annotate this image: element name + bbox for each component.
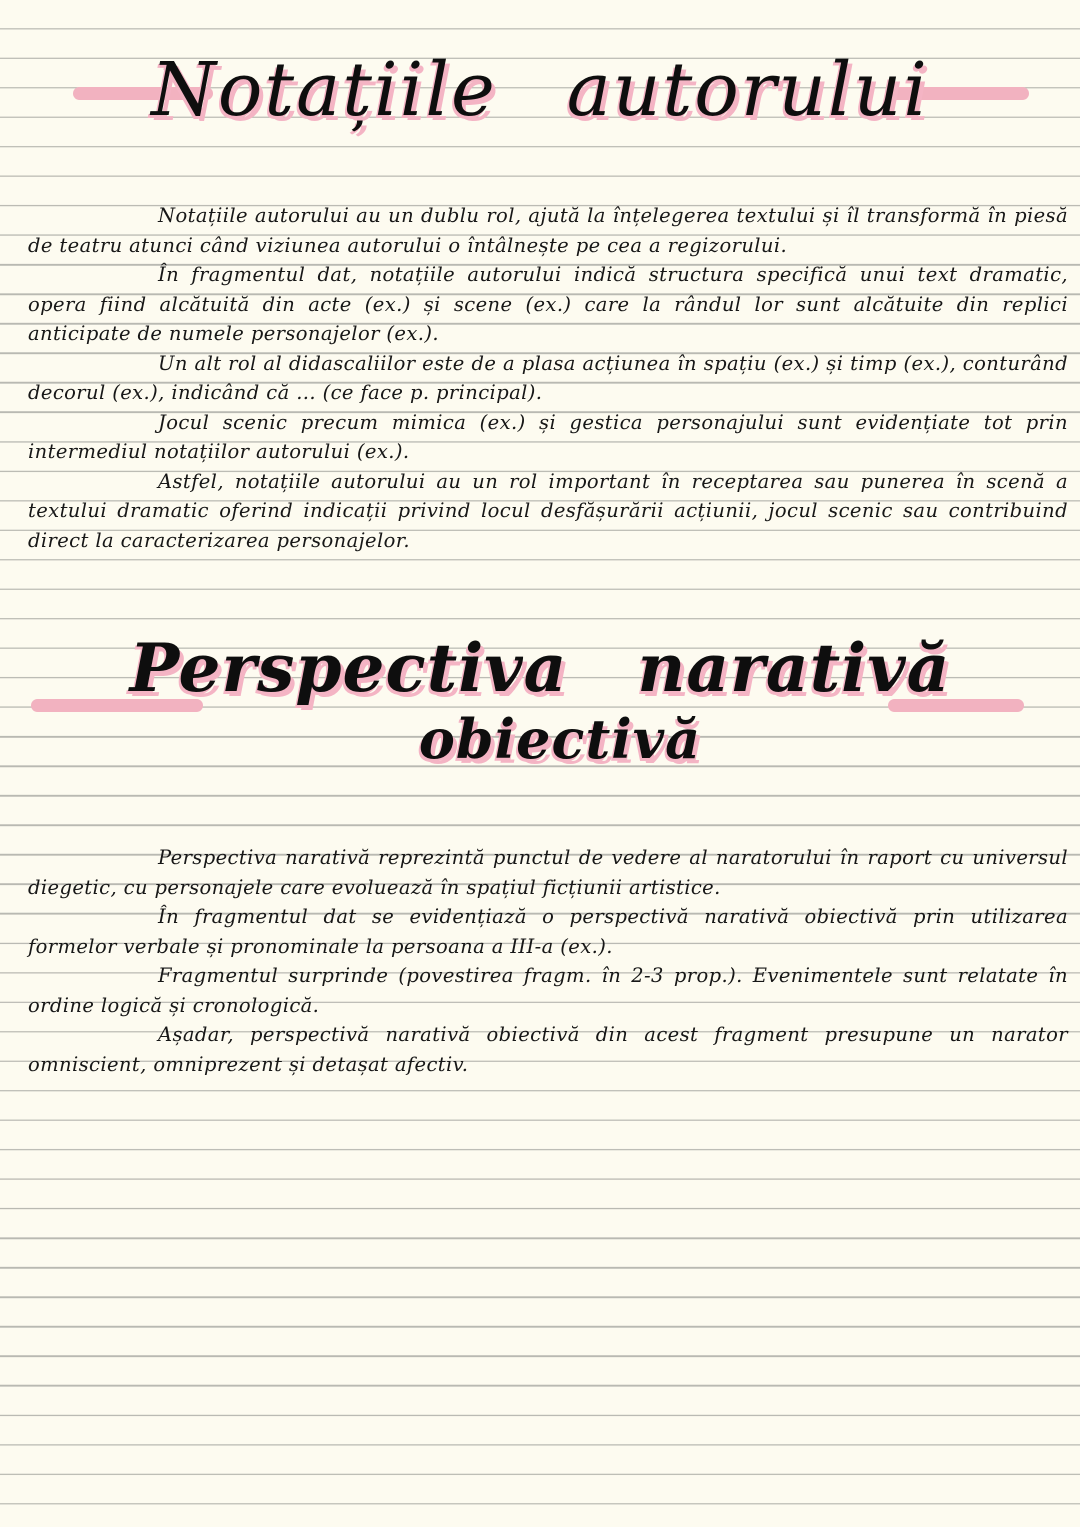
paragraph: Fragmentul surprinde (povestirea fragm. în 2-3 prop.). Evenimentele sunt relatate în ordine logică și cronologică. <box>28 964 1068 1017</box>
paragraph: Jocul scenic precum mimica (ex.) și gestica personajului sunt evidențiate tot prin intermediul notațiilor autorului (ex.). <box>28 410 1068 463</box>
section-title-word: obiectivă <box>418 707 702 771</box>
paragraph: În fragmentul dat, notațiile autorului indică structura specifică unui text dramatic, opera fiind alcătuită din acte (ex.) și scene (ex.) care la rândul lor sunt alcătuite din replici anticipate de numele personajelor (ex.). <box>28 263 1068 345</box>
paragraph: Astfel, notațiile autorului au un rol important în receptarea sau punerea în scenă a textului dramatic oferind indicații privind locul desfășurării acțiunii, jocul scenic sau contribuind direct la caracterizarea personajelor. <box>28 469 1068 552</box>
paragraph: În fragmentul dat se evidențiază o perspectivă narativă obiectivă prin utilizarea formelor verbale și pronominale la persoana a III-a (ex.). <box>28 905 1068 958</box>
section-title-word: Perspectiva <box>129 629 568 707</box>
paragraph: Notațiile autorului au un dublu rol, ajută la înțelegerea textului și îl transformă în piesă de teatru atunci când viziunea autorului o întâlnește pe cea a regizorului. <box>28 204 1068 257</box>
section-title-word: narativă <box>637 629 951 707</box>
paragraph: Așadar, perspectivă narativă obiectivă din acest fragment presupune un narator omniscient, omniprezent și detașat afectiv. <box>28 1023 1068 1076</box>
paragraph: Un alt rol al didascaliilor este de a plasa acțiunea în spațiu (ex.) și timp (ex.), conturând decorul (ex.), indicând că ... (ce face p. principal). <box>28 351 1068 404</box>
paragraph: Perspectiva narativă reprezintă punctul de vedere al naratorului în raport cu universul diegetic, cu personajele care evoluează în spațiul ficțiunii artistice. <box>28 846 1068 899</box>
section-body-notatiile-autorului <box>28 201 1068 555</box>
section-title-perspectiva-narativa <box>0 626 1080 710</box>
section-title-obiectiva <box>20 704 1080 774</box>
section-body-perspectiva-narativa <box>28 843 1068 1079</box>
section-title-word: autorului <box>566 47 929 133</box>
section-title-word: Notațiile <box>151 47 497 133</box>
section-title-notatiile-autorului <box>0 42 1080 138</box>
